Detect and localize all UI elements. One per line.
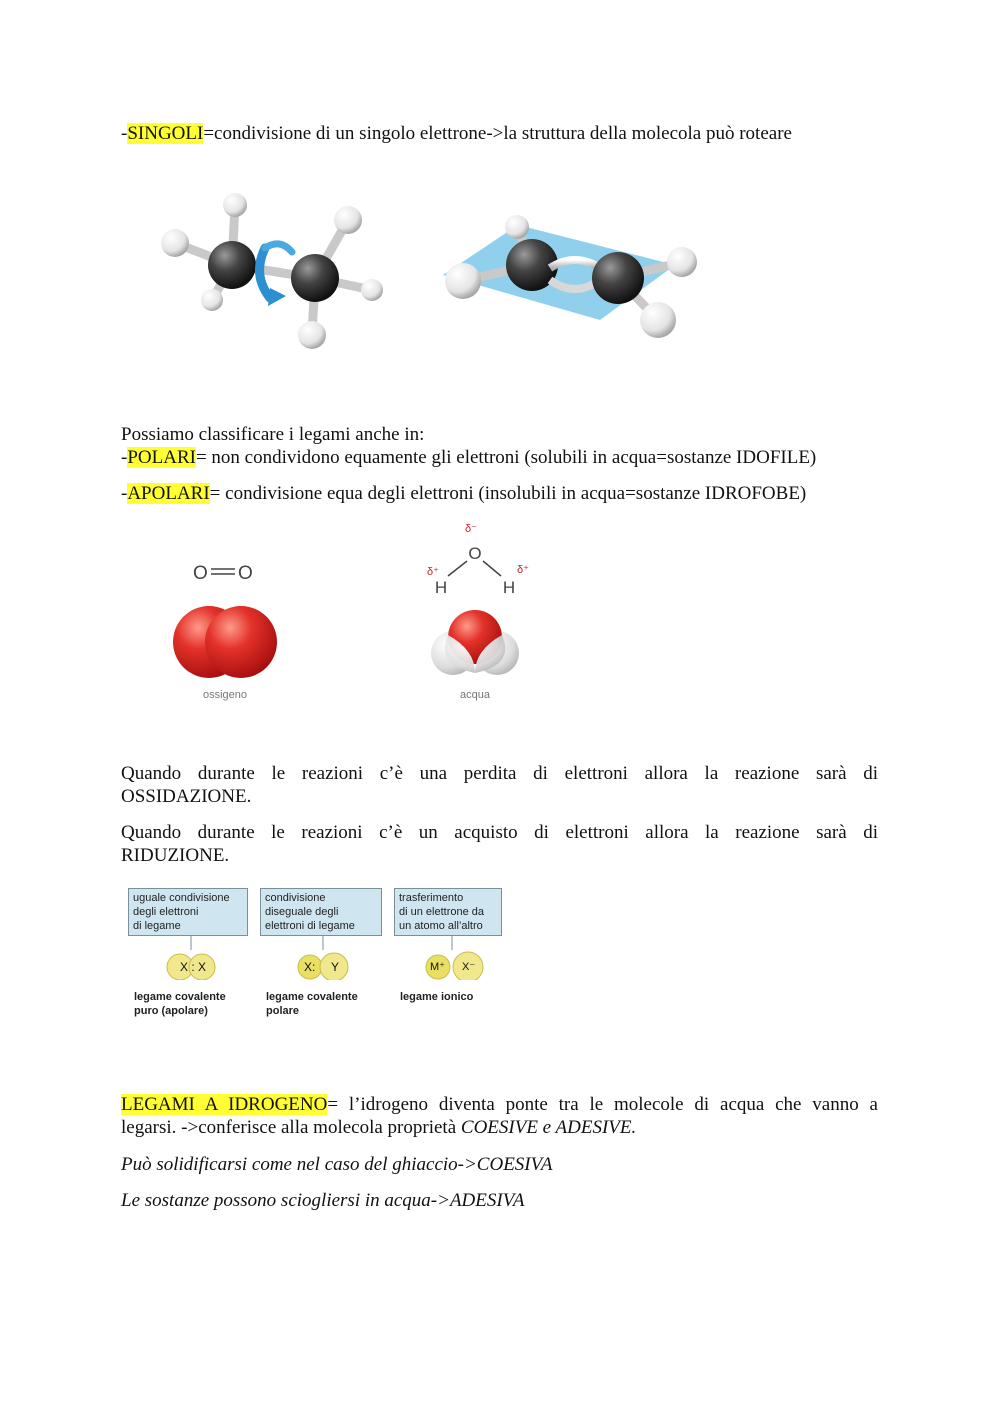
hydrogen-line2-plain: legarsi. ->conferisce alla molecola proprietà bbox=[121, 1117, 461, 1138]
ossidazione-line2: OSSIDAZIONE. bbox=[121, 786, 252, 807]
water-structure bbox=[427, 523, 529, 597]
bond-caption-ionic: legame ionico bbox=[400, 991, 474, 1003]
hydrogen-text: = l’idrogeno diventa ponte tra le molecole di acqua che vanno a bbox=[327, 1094, 878, 1115]
hydrogen-line1 bbox=[121, 1093, 878, 1116]
bond-types-figure bbox=[128, 888, 508, 1023]
water-h-left: H bbox=[434, 578, 448, 597]
oxygen-water-figure bbox=[165, 515, 545, 710]
bond-caption-apolar: legame covalente puro (apolare) bbox=[134, 991, 226, 1017]
apolari-line bbox=[121, 482, 806, 505]
dash: - bbox=[121, 123, 128, 144]
polar-atom-left: X: bbox=[304, 960, 316, 974]
oxygen-structure bbox=[193, 563, 253, 584]
ethane-molecule bbox=[161, 193, 383, 349]
classify-intro: Possiamo classificare i legami anche in: bbox=[121, 424, 425, 445]
keyword-legami-idrogeno: LEGAMI A IDROGENO bbox=[121, 1094, 328, 1115]
bond-box-polar: condivisione diseguale degli elettroni di legame bbox=[260, 888, 382, 936]
rotation-molecules-figure bbox=[140, 180, 720, 370]
keyword-singoli: SINGOLI bbox=[127, 123, 204, 144]
polar-atoms-icon bbox=[290, 936, 360, 980]
polar-atom-right: Y bbox=[331, 960, 340, 974]
apolar-atoms-label: X : X bbox=[179, 960, 206, 974]
adesiva-line: Le sostanze possono sciogliersi in acqua->ADESIVA bbox=[121, 1190, 525, 1211]
hydrogen-line2-italic: COESIVE e ADESIVE. bbox=[460, 1117, 637, 1138]
ionic-atoms-icon bbox=[418, 936, 498, 980]
ionic-atom-right: X⁻ bbox=[462, 961, 476, 973]
coesiva-line: Può solidificarsi come nel caso del ghiaccio->COESIVA bbox=[121, 1154, 553, 1175]
bond-box-ionic: trasferimento di un elettrone da un atomo all’altro bbox=[394, 888, 502, 936]
delta-plus-right: δ⁺ bbox=[517, 564, 529, 576]
hydrogen-line2 bbox=[121, 1116, 636, 1139]
water-oxygen-label: O bbox=[468, 544, 482, 563]
delta-plus-left: δ⁺ bbox=[427, 566, 439, 578]
water-label: acqua bbox=[460, 689, 490, 701]
dash: - bbox=[121, 483, 128, 504]
delta-minus-label: δ⁻ bbox=[465, 523, 477, 535]
ionic-atom-left: M⁺ bbox=[430, 961, 445, 973]
oxygen-atom-right: O bbox=[238, 563, 253, 584]
riduzione-line2: RIDUZIONE. bbox=[121, 845, 230, 866]
oxygen-space-filling bbox=[173, 606, 277, 678]
keyword-polari: POLARI bbox=[127, 447, 196, 468]
dash: - bbox=[121, 447, 128, 468]
water-space-filling bbox=[431, 610, 519, 675]
keyword-apolari: APOLARI bbox=[127, 483, 210, 504]
ethene-molecule bbox=[443, 215, 697, 338]
ossidazione-line1: Quando durante le reazioni c’è una perdita di elettroni allora la reazione sarà di bbox=[121, 763, 878, 784]
polari-line bbox=[121, 446, 816, 469]
riduzione-line1: Quando durante le reazioni c’è un acquisto di elettroni allora la reazione sarà di bbox=[121, 822, 878, 843]
oxygen-label: ossigeno bbox=[202, 689, 248, 701]
singoli-text: =condivisione di un singolo elettrone->la struttura della molecola può roteare bbox=[203, 123, 792, 144]
bond-box-apolar: uguale condivisione degli elettroni di legame bbox=[128, 888, 248, 936]
bond-caption-polar: legame covalente polare bbox=[266, 991, 358, 1017]
water-h-right: H bbox=[502, 578, 516, 597]
singoli-line bbox=[121, 122, 792, 145]
apolari-text: = condivisione equa degli elettroni (insolubili in acqua=sostanze IDROFOBE) bbox=[209, 483, 807, 504]
oxygen-atom-left: O bbox=[193, 563, 208, 584]
polari-text: = non condividono equamente gli elettroni (solubili in acqua=sostanze IDOFILE) bbox=[195, 447, 817, 468]
